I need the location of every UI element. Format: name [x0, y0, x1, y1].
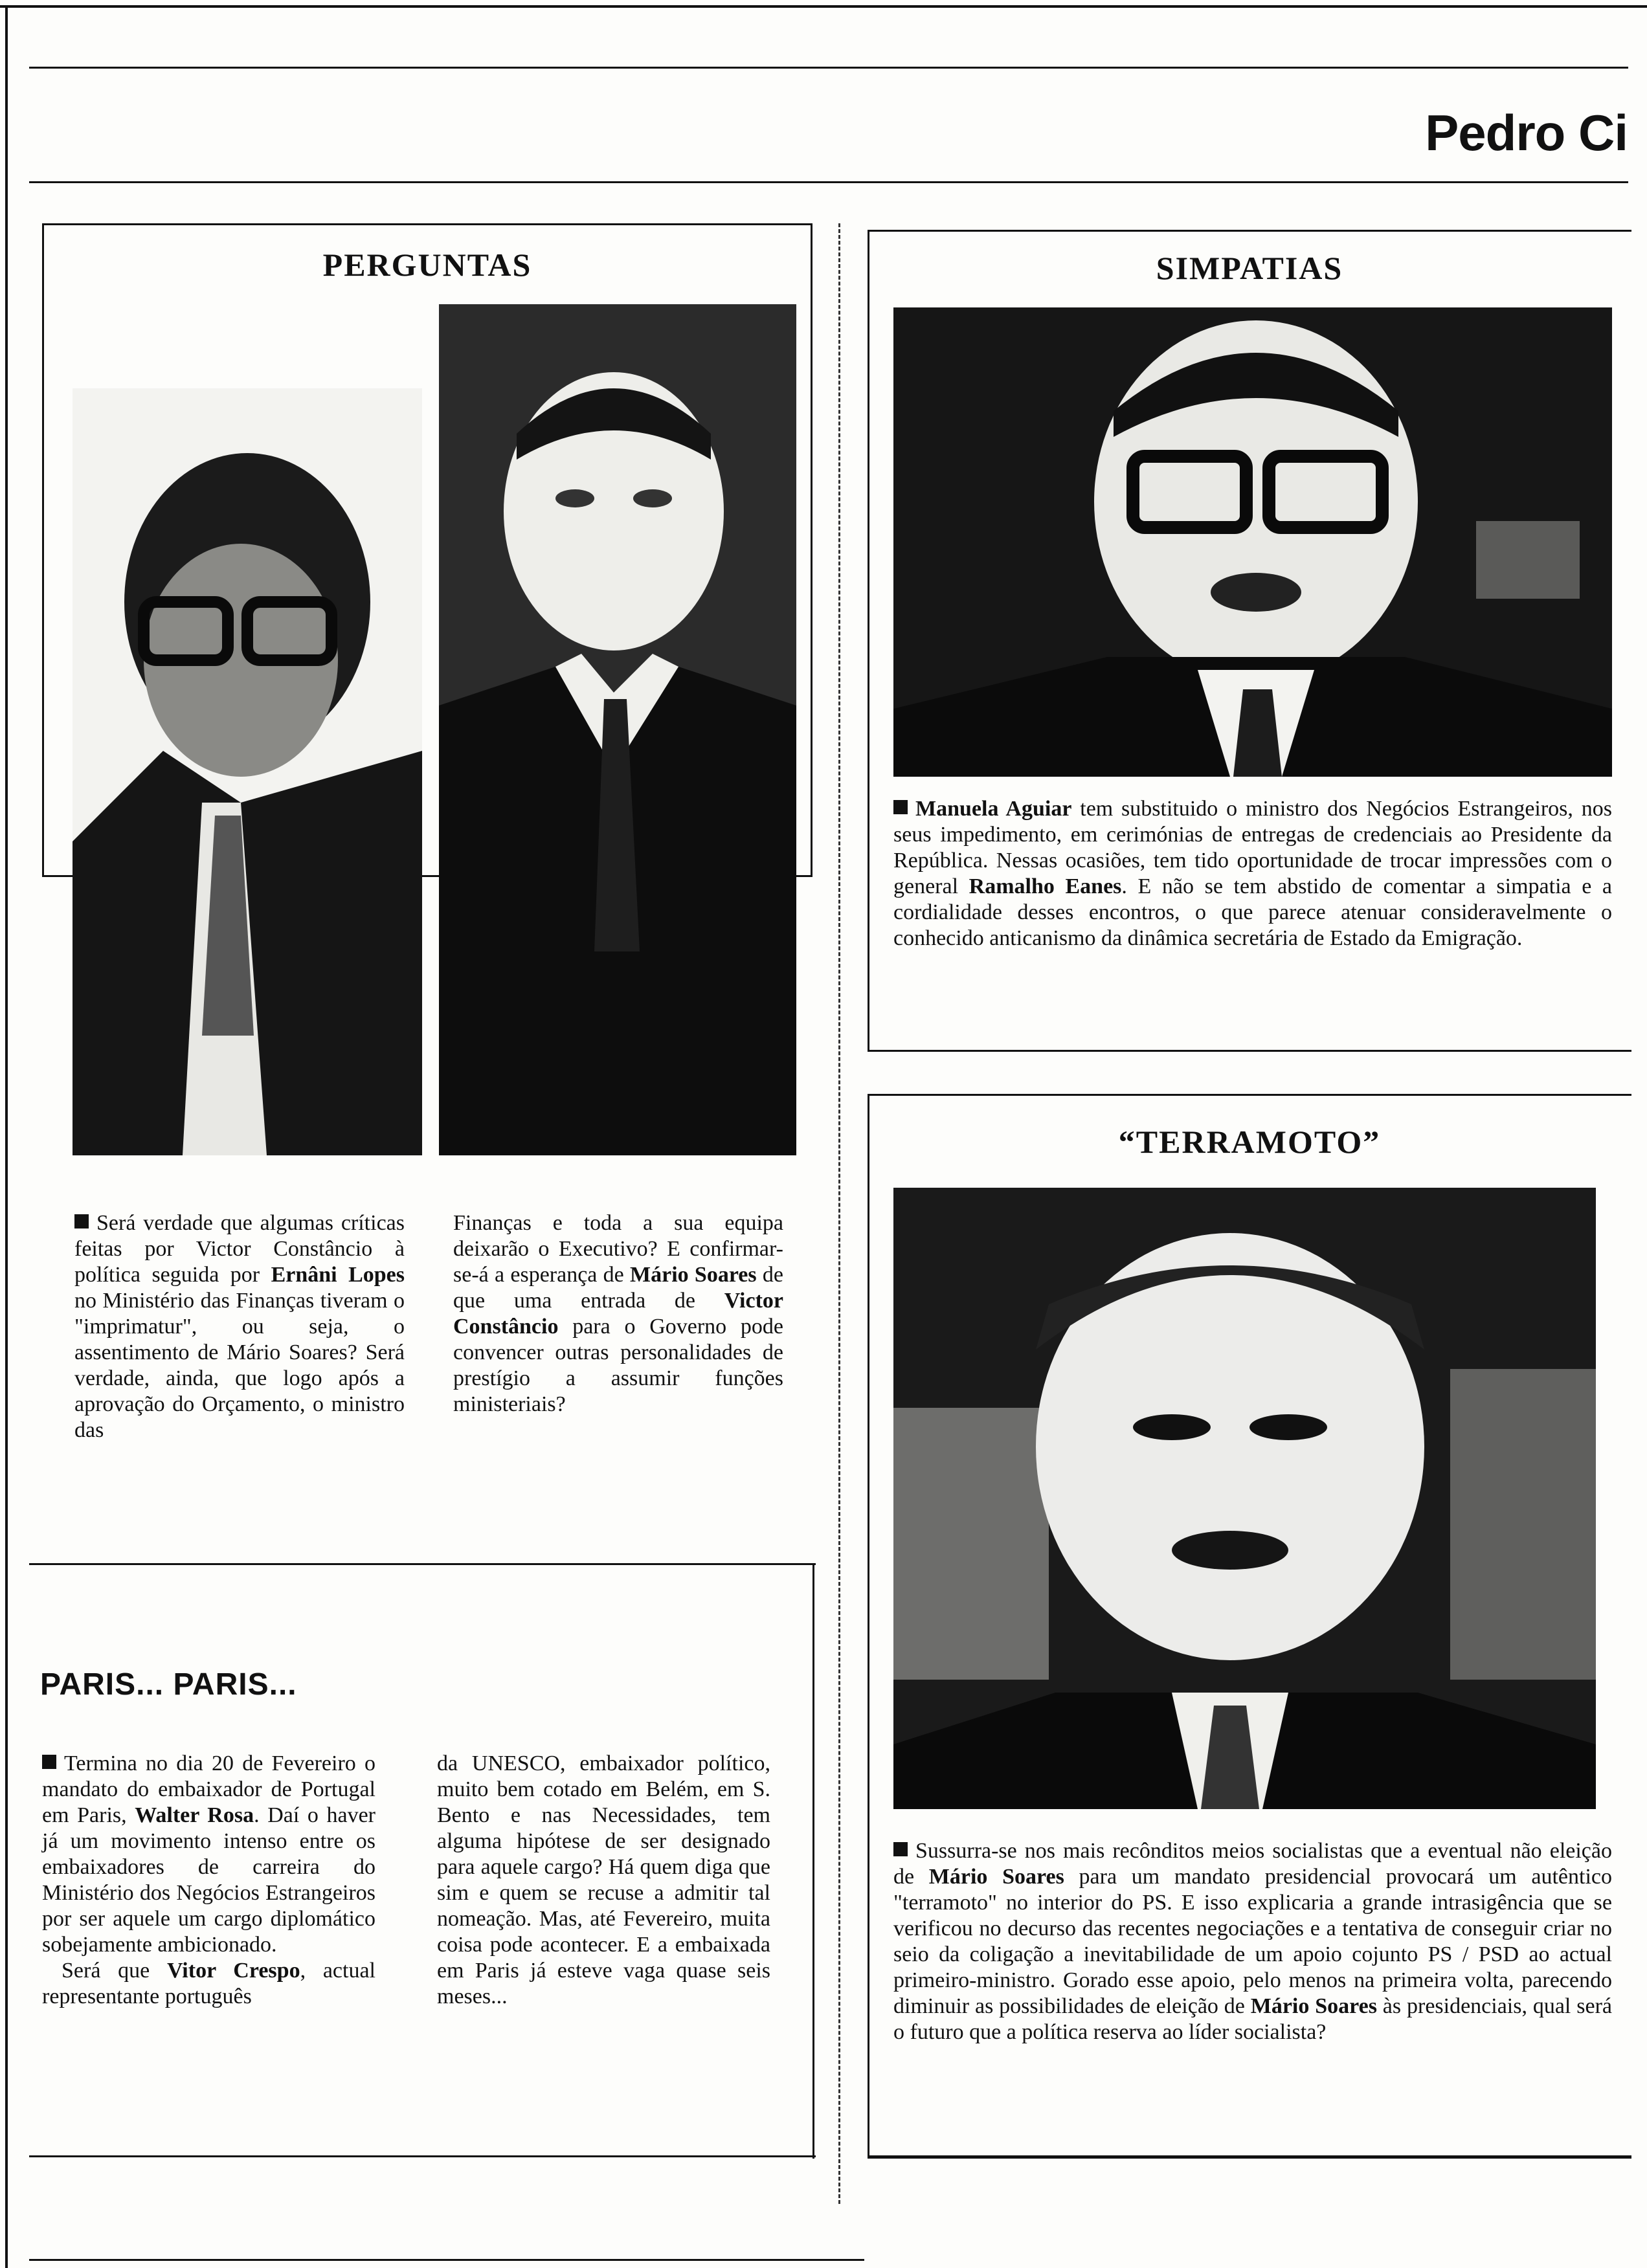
bullet-icon [74, 1214, 89, 1228]
paris-col1-text-a: Termina no dia 20 de Fevereiro o mandato do embaixador de Portugal em Paris, [42, 1751, 375, 1827]
terramoto-bold-1: Mário Soares [928, 1865, 1064, 1889]
perguntas-col2-text-c: para o Governo pode convencer outras personalidades de prestígio a assumir funções ministeriais? [453, 1315, 783, 1416]
bullet-icon [42, 1755, 56, 1769]
perguntas-title: PERGUNTAS [322, 247, 532, 283]
paris-rule-top [29, 1563, 816, 1565]
terramoto-text [893, 1838, 1612, 2045]
paris-col1-bold-2: Vitor Crespo [167, 1959, 300, 1983]
terramoto-text-a: Sussurra-se nos mais recônditos meios socialistas que a eventual não eleição de [893, 1839, 1612, 1889]
perguntas-col2-text-b: de que uma entrada de [453, 1263, 783, 1313]
bottom-rule-right [868, 2155, 1631, 2157]
perguntas-col2-text-a: Finanças e toda a sua equipa deixarão o Executivo? E confirmar-se-á a esperança de [453, 1211, 783, 1287]
paris-title: PARIS... PARIS... [40, 1667, 297, 1702]
perguntas-col2-bold-2: Victor Constâncio [453, 1289, 783, 1339]
terramoto-text-c: às presidenciais, qual será o futuro que a política reserva ao líder socialista? [893, 1994, 1612, 2044]
header-rule-top [29, 67, 1628, 69]
simpatias-bold-2: Ramalho Eanes [969, 874, 1122, 898]
perguntas-column-1 [74, 1210, 405, 1443]
paris-rule-right [812, 1563, 814, 2159]
photo-man-glasses [73, 388, 422, 1155]
simpatias-text-a: tem substituido o ministro dos Negócios Estrangeiros, nos seus impedimento, em cerimónias de entregas de credenciais ao Presidente da República. Nessas ocasiões, tem tido oportunidade de trocar impressões com o general [893, 797, 1612, 898]
photo-manuela-aguiar [893, 307, 1612, 777]
left-border [5, 5, 8, 2268]
perguntas-col1-text-b: no Ministério das Finanças tiveram o "imprimatur", ou seja, o assentimento de Mário Soares? Será verdade, ainda, que logo após a aprovação do Orçamento, o ministro das [74, 1289, 405, 1442]
photo-man-suit [439, 304, 796, 1155]
footer-rule [29, 2259, 864, 2261]
bullet-icon [893, 800, 908, 814]
paris-col1-text-d: , actual representante português [42, 1959, 375, 2008]
header-name: Pedro Ci [1425, 104, 1628, 161]
simpatias-text [893, 796, 1612, 951]
portrait-photo-icon [439, 304, 796, 1155]
bottom-rule-left [29, 2155, 816, 2157]
paris-column-2 [437, 1751, 770, 2010]
simpatias-bold-1: Manuela Aguiar [915, 797, 1072, 821]
paris-col1-text-b: . Daí o haver já um movimento intenso entre os embaixadores de carreira do Ministério dos Negócios Estrangeiros por ser aquele um cargo diplomático sobejamente ambicionado. [42, 1803, 376, 1957]
paris-column-1 [42, 1751, 375, 2010]
perguntas-col2-bold-1: Mário Soares [630, 1263, 757, 1287]
perguntas-col1-bold: Ernâni Lopes [271, 1263, 405, 1287]
portrait-photo-icon [893, 307, 1612, 777]
portrait-photo-icon [893, 1188, 1596, 1809]
paris-col1-text-c: Será que [62, 1959, 168, 1983]
portrait-photo-icon [73, 388, 422, 1155]
terramoto-bold-2: Mário Soares [1250, 1994, 1377, 2018]
paris-col1-bold-1: Walter Rosa [135, 1803, 254, 1827]
simpatias-title: SIMPATIAS [1156, 250, 1343, 286]
bullet-icon [893, 1842, 908, 1856]
column-separator [838, 223, 840, 2204]
terramoto-text-b: para um mandato presidencial provocará um autêntico "terramoto" no interior do PS. E isso explicaria a grande intrasigência que se verificou no decurso das recentes negociações e a tentativa de conseguir criar no seio da coligação a inevitabilidade de um apoio cojunto PS / PSD ao actual primeiro-ministro. Gorado esse apoio, pelo menos na primeira volta, parecendo diminuir as possibilidades de eleição de [893, 1865, 1612, 2018]
header-rule-bottom [29, 181, 1628, 183]
paris-col2-text: da UNESCO, embaixador político, muito bem cotado em Belém, em S. Bento e nas Necessidades, tem alguma hipótese de ser designado para aquele cargo? Há quem diga que sim e quem se recuse a admitir tal nomeação. Mas, até Fevereiro, muita coisa pode acontecer. E a embaixada em Paris já esteve vaga quase seis meses... [437, 1751, 770, 2008]
perguntas-column-2 [453, 1210, 783, 1418]
simpatias-text-b: . E não se tem abstido de comentar a simpatia e a cordialidade desses encontros, o que parece atenuar consideravelmente o conhecido anticanismo da dinâmica secretária de Estado da Emigração. [893, 874, 1612, 950]
perguntas-col1-text-a: Será verdade que algumas críticas feitas por Victor Constâncio à política seguida por [74, 1211, 405, 1287]
photo-mario-soares [893, 1188, 1596, 1809]
terramoto-title: “TERRAMOTO” [1118, 1124, 1381, 1160]
top-border [0, 5, 1647, 8]
